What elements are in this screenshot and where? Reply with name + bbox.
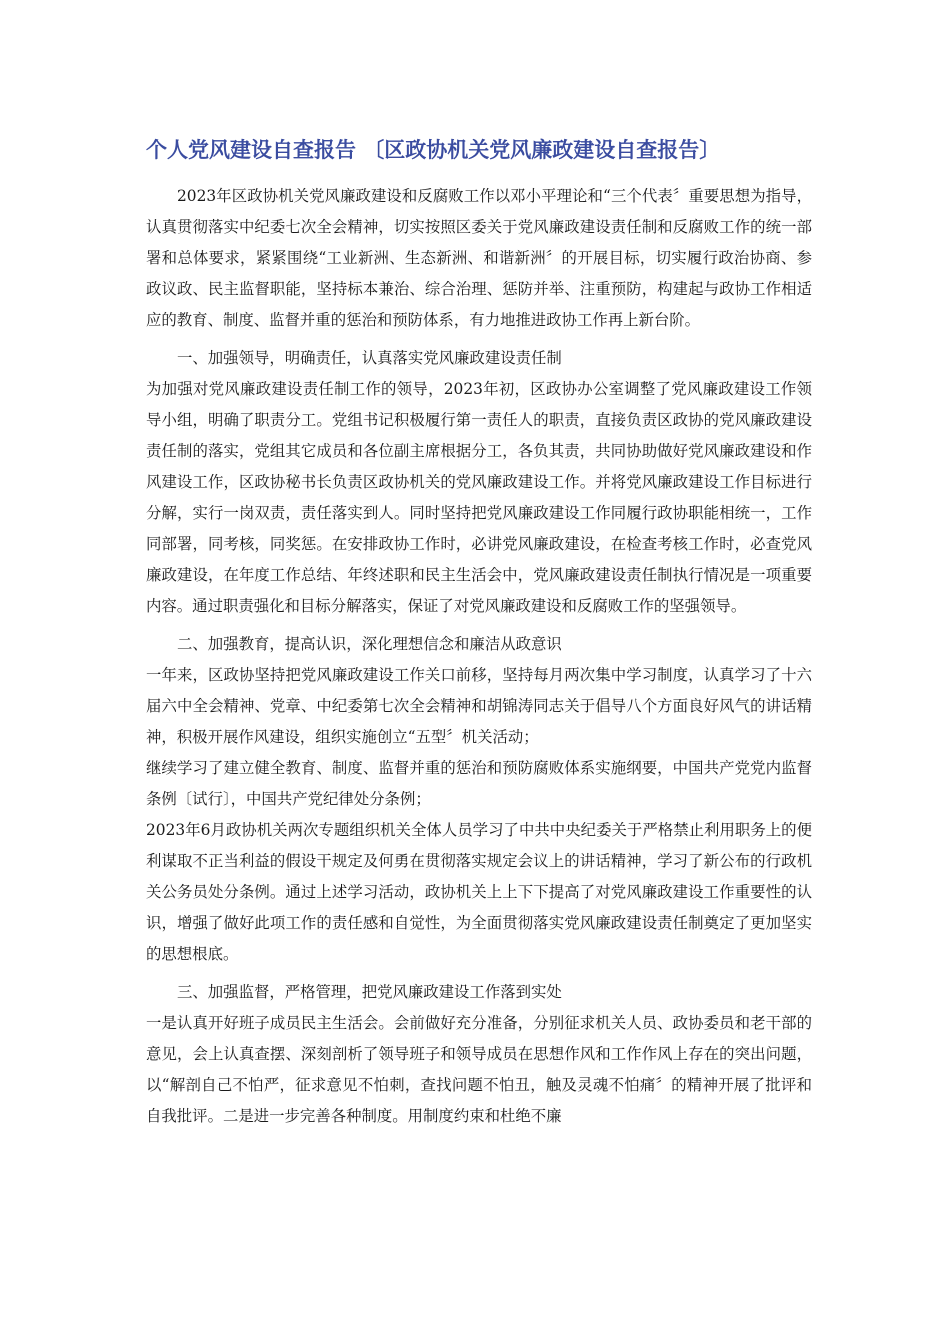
section-1 — [146, 343, 812, 622]
section-paragraph: 2023年6月政协机关两次专题组织机关全体人员学习了中共中央纪委关于严格禁止利用职务上的便利谋取不正当利益的假设干规定及何勇在贯彻落实规定会议上的讲话精神，学习了新公布的行政机关公务员处分条例。通过上述学习活动，政协机关上上下下提高了对党风廉政建设工作重要性的认识，增强了做好此项工作的责任感和自觉性，为全面贯彻落实党风廉政建设责任制奠定了更加坚实的思想根底。 — [146, 821, 812, 963]
section-paragraph: 一年来，区政协坚持把党风廉政建设工作关口前移，坚持每月两次集中学习制度，认真学习了十六届六中全会精神、党章、中纪委第七次全会精神和胡锦涛同志关于倡导八个方面良好风气的讲话精神，积极开展作风建设，组织实施创立“五型〞机关活动； — [146, 666, 812, 746]
document-page — [146, 130, 812, 1132]
section-paragraph: 为加强对党风廉政建设责任制工作的领导，2023年初，区政协办公室调整了党风廉政建设工作领导小组，明确了职责分工。党组书记积极履行第一责任人的职责，直接负责区政协的党风廉政建设责任制的落实，党组其它成员和各位副主席根据分工，各负其责，共同协助做好党风廉政建设和作风建设工作，区政协秘书长负责区政协机关的党风廉政建设工作。并将党风廉政建设工作目标进行分解，实行一岗双责，责任落实到人。同时坚持把党风廉政建设工作同履行政协职能相统一，工作同部署，同考核，同奖惩。在安排政协工作时，必讲党风廉政建设，在检查考核工作时，必查党风廉政建设，在年度工作总结、年终述职和民主生活会中，党风廉政建设责任制执行情况是一项重要内容。通过职责强化和目标分解落实，保证了对党风廉政建设和反腐败工作的坚强领导。 — [146, 380, 812, 615]
section-3 — [146, 977, 812, 1132]
section-paragraph: 继续学习了建立健全教育、制度、监督并重的惩治和预防腐败体系实施纲要，中国共产党党内监督条例〔试行〕，中国共产党纪律处分条例； — [146, 759, 812, 808]
section-heading: 一、加强领导，明确责任，认真落实党风廉政建设责任制 — [177, 349, 562, 367]
document-title: 个人党风建设自查报告 〔区政协机关党风廉政建设自查报告〕 — [146, 138, 721, 162]
section-2 — [146, 629, 812, 970]
intro-paragraph: 2023年区政协机关党风廉政建设和反腐败工作以邓小平理论和“三个代表〞重要思想为指导，认真贯彻落实中纪委七次全会精神，切实按照区委关于党风廉政建设责任制和反腐败工作的统一部署和总体要求，紧紧围绕“工业新洲、生态新洲、和谐新洲〞的开展目标，切实履行政治协商、参政议政、民主监督职能，坚持标本兼治、综合治理、惩防并举、注重预防，构建起与政协工作相适应的教育、制度、监督并重的惩治和预防体系，有力地推进政协工作再上新台阶。 — [146, 187, 812, 329]
section-heading: 三、加强监督，严格管理，把党风廉政建设工作落到实处 — [177, 983, 562, 1001]
section-heading: 二、加强教育，提高认识，深化理想信念和廉洁从政意识 — [177, 635, 562, 653]
section-paragraph: 一是认真开好班子成员民主生活会。会前做好充分准备，分别征求机关人员、政协委员和老干部的意见，会上认真查摆、深刻剖析了领导班子和领导成员在思想作风和工作作风上存在的突出问题，以“解剖自己不怕严，征求意见不怕刺，查找问题不怕丑，触及灵魂不怕痛〞的精神开展了批评和自我批评。二是进一步完善各种制度。用制度约束和杜绝不廉 — [146, 1014, 812, 1125]
